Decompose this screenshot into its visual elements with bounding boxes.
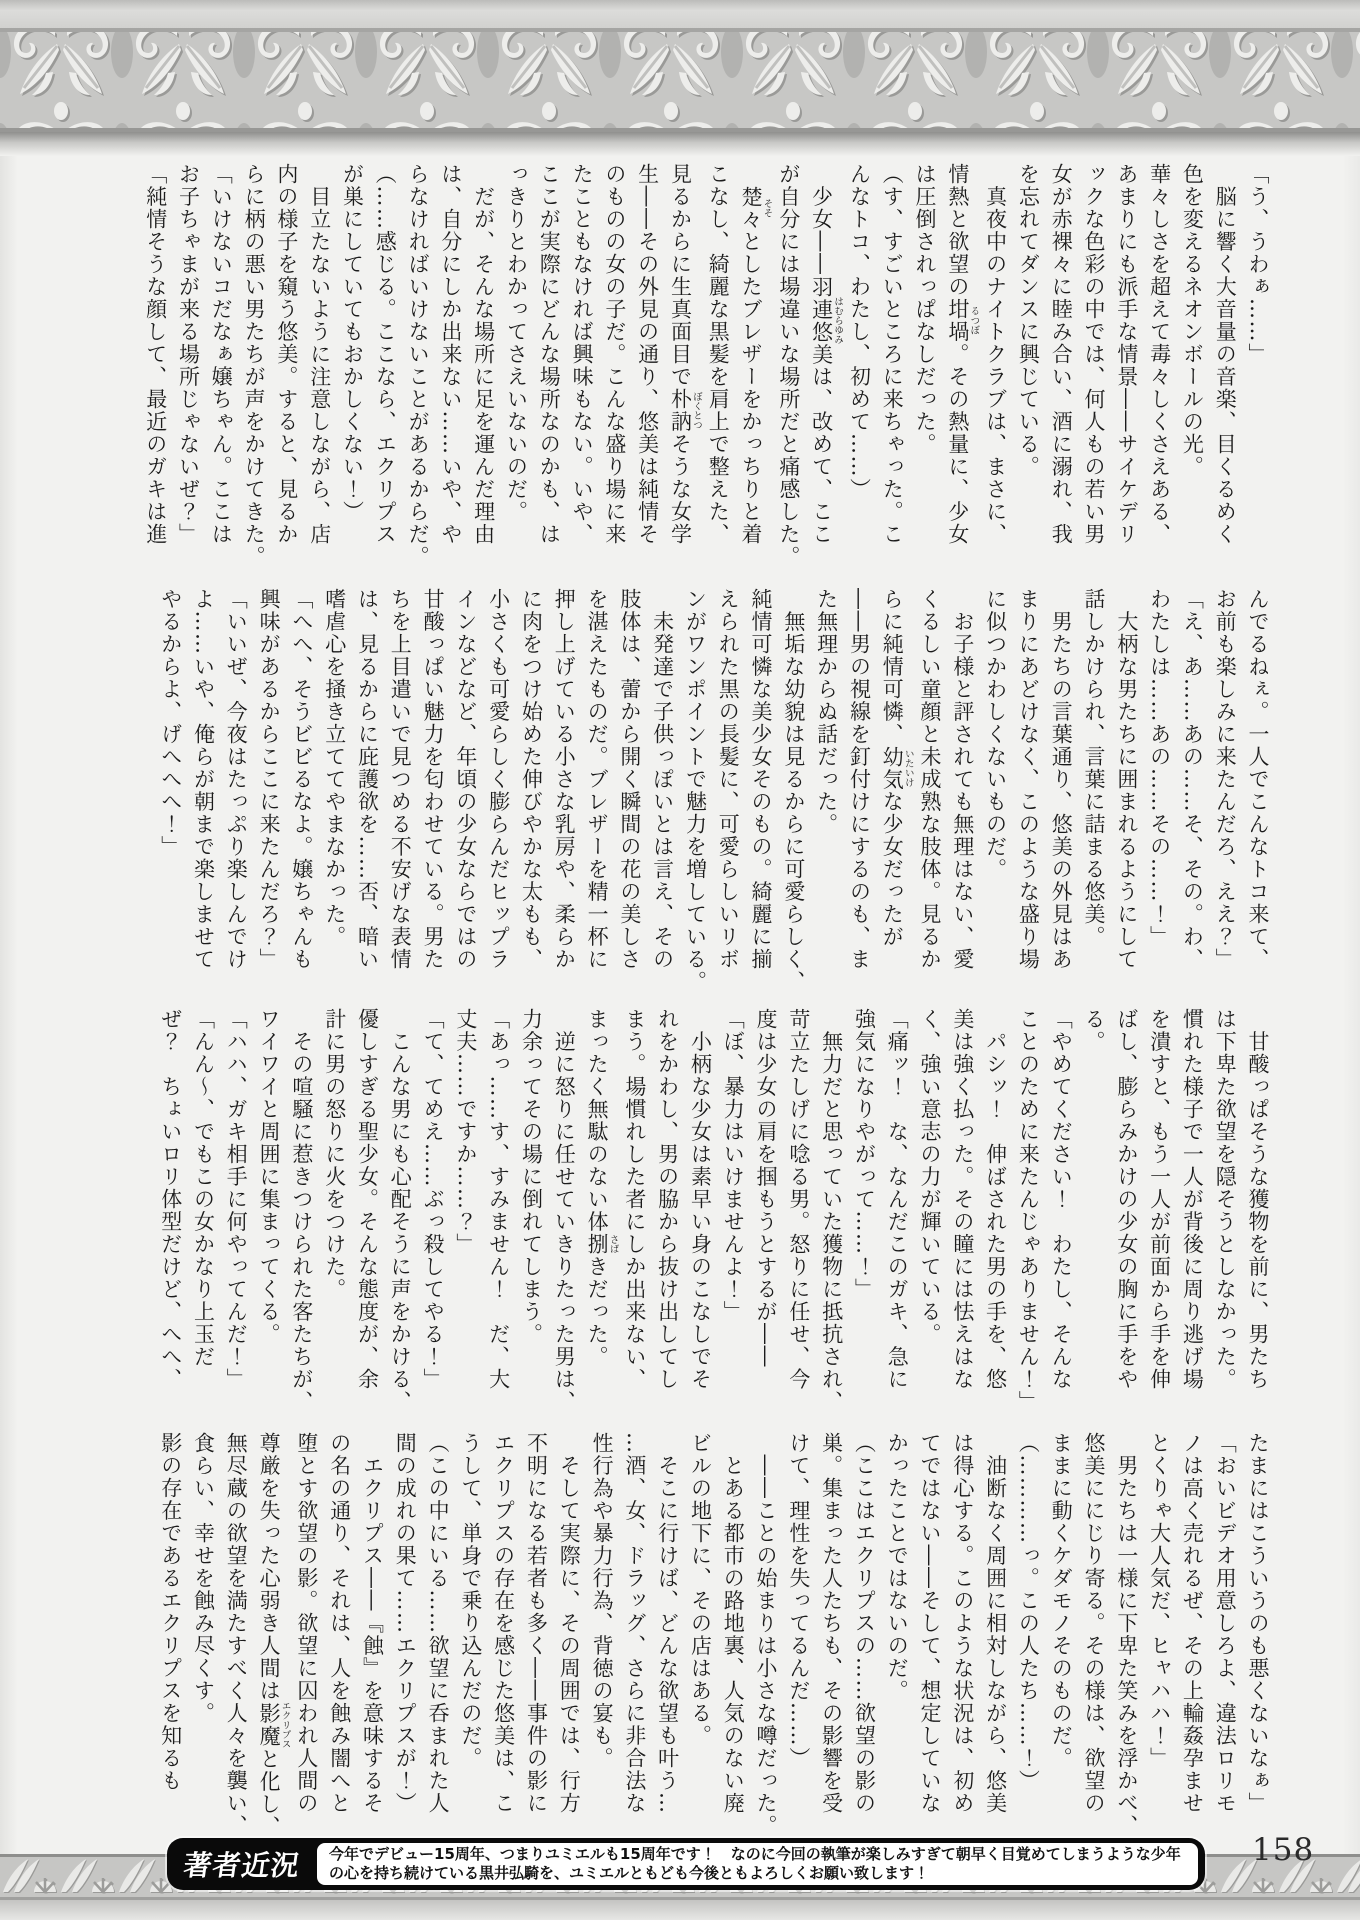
text-column: は、見るからに庇護欲を……否、暗い [355,588,380,971]
text-column: てではない――そして、想定していな [918,1432,943,1815]
text-column: ンがワンポイントで魅力を増している。 [683,588,708,993]
text-column: その喧騒に惹きつけられた客たちが、 [289,1008,314,1413]
text-column: ――男の視線を釘付けにするのも、ま [847,588,872,971]
author-note-box [167,1838,1205,1890]
text-column: 「やめてください！ わたし、そんな [1049,1008,1074,1391]
text-column: まったく無駄のない体捌さばきだった。 [585,1008,619,1368]
text-column: 強気になりやがって……！」 [852,1008,877,1301]
text-column: パシッ！ 伸ばされた男の手を、悠 [983,1008,1008,1391]
text-column: 性行為や暴力行為、背徳の宴も。 [590,1432,615,1770]
text-column: らに純情可憐、幼気いたいけな少女だったが [880,588,914,948]
novel-text-band-2 [154,588,1274,993]
text-column: ちを上目遣いで見つめる不安げな表情 [388,588,413,971]
text-column: 「純情そうな顔して、最近のガキは進 [143,163,168,546]
text-column: 生――その外見の通り、悠美は純情そ [635,163,660,546]
text-column: 脳に響く大音量の音楽、目くるめく [1213,163,1238,546]
text-column: ここが実際にどんな場所なのかも、は [537,163,562,546]
text-column: まう。場慣れした者にしか出来ない、 [622,1008,647,1391]
text-column: 優しすぎる聖少女。そんな態度が、余 [355,1008,380,1391]
text-column: えられた黒の長髪に、可愛らしいリボ [716,588,741,971]
text-column: た無理からぬ話だった。 [814,588,839,836]
text-column: 影の存在であるエクリプスを知るも [158,1432,183,1792]
text-column: 悠美ににじり寄る。その様は、欲望の [1082,1432,1107,1815]
novel-text-band-3 [154,1008,1274,1413]
text-column: 油断なく周囲に相対しながら、悠美 [983,1432,1008,1815]
text-column: が自分には場違いな場所だと痛感した。 [776,163,801,568]
text-column: 男たちは一様に下卑た笑みを浮かべ、 [1114,1432,1139,1837]
text-column: ノは高く売れるぜ、その上輪姦孕ませ [1180,1432,1205,1815]
text-column: らに柄の悪い男たちが声をかけてきた。 [242,163,267,568]
text-column: 女が赤裸々に睦み合い、酒に溺れ、我 [1049,163,1074,546]
text-column: 嗜虐心を掻き立ててやまなかった。 [322,588,347,948]
text-column: を湛えたものだ。ブレザーを精一杯に [585,588,610,971]
text-column: （……感じる。ここなら、エクリプス [373,163,398,546]
top-ornament-border [0,0,1360,156]
text-column: ックな色彩の中では、何人もの若い男 [1082,163,1107,546]
text-column: たこともなければ興味もない。いや、 [570,163,595,546]
text-column: 目立たないように注意しながら、店 [307,163,332,546]
text-column: 無垢な幼貌は見るからに可愛らしく、 [781,588,806,993]
text-column: お子ちゃまが来る場所じゃないぜ？」 [176,163,201,546]
text-column: 無力だと思っていた獲物に抵抗され、 [819,1008,844,1413]
text-column: ビルの地下に、その店はある。 [688,1432,713,1747]
text-column: そこに行けば、どんな欲望も叶う… [655,1432,680,1815]
text-column: 情熱と欲望の坩堝るつぼ。その熱量に、少女 [945,163,980,546]
text-column: 「へへ、そうビビるなよ。嬢ちゃんも [289,588,314,971]
author-note-line-2: の心を持ち続けている黒井弘騎を、ユミエルともども今後ともよろしくお願い致します！ [329,1864,930,1882]
text-column: を忘れてダンスに興じている。 [1016,163,1041,478]
text-column: だが、そんな場所に足を運んだ理由 [471,163,496,546]
text-column: ワイワイと周囲に集まってくる。 [257,1008,282,1346]
text-column: （この中にいる……欲望に呑まれた人 [426,1432,451,1815]
text-column: 美は強く払った。その瞳には怯えはな [950,1008,975,1391]
text-column: こんな男にも心配そうに声をかける、 [388,1008,413,1413]
text-column: 食らい、幸せを蝕み尽くす。 [191,1432,216,1725]
text-column: に肉をつけ始めた伸びやかな太もも、 [519,588,544,971]
text-column: 「あっ……す、すみません！ だ、大 [486,1008,511,1391]
text-column: 華々しさを超えて毒々しくさえある、 [1147,163,1172,546]
text-column: （ここはエクリプスの……欲望の影の [852,1432,877,1815]
text-column: 「いけないコだなぁ嬢ちゃん。ここは [209,163,234,546]
page-number: 158 [1252,1832,1315,1868]
text-column: 不明になる若者も多く――事件の影に [524,1432,549,1815]
text-column: のものの女の子だ。こんな盛り場に来 [602,163,627,546]
text-column: やるからよ、げへへへ！」 [158,588,183,858]
text-column: 「痛ッ！ な、なんだこのガキ、急に [885,1008,910,1391]
text-column: ぜ？ ちょいロリ体型だけど、へへ、 [158,1008,183,1391]
text-column: 力余ってその場に倒れてしまう。 [519,1008,544,1346]
text-column: エクリプスの存在を感じた悠美は、こ [491,1432,516,1815]
text-column: こなし、綺麗な黒髪を肩上で整えた、 [706,163,731,546]
text-column: あまりにも派手な情景――サイケデリ [1114,163,1139,546]
text-column: 楚々そそとしたブレザーをかっちりと着 [739,185,773,546]
text-column: 大柄な男たちに囲まれるようにして [1114,588,1139,971]
text-column: を潰すと、もう一人が前面から手を伸 [1147,1008,1172,1391]
text-column: 未発達で子供っぽいとは言え、その [650,588,675,971]
author-note-text [317,1843,1198,1885]
author-note-line-1: 今年でデビュー15周年、つまりユミエルも15周年です！ なのに今回の執筆が楽しみすぎて朝早く目覚めてしまうような少年 [329,1845,1181,1863]
text-column: 尊厳を失った心弱き人間は影魔エクリプスと化し、 [257,1432,291,1839]
text-column: っきりとわかってさえいないのだ。 [504,163,529,523]
text-column: たまにはこういうのも悪くないなぁ」 [1246,1432,1270,1815]
text-column: んなトコ、わたし、初めて……） [847,163,872,501]
text-column: かったことではないのだ。 [885,1432,910,1702]
text-column: そして実際に、その周囲では、行方 [557,1432,582,1815]
text-column: エクリプス――『蝕』を意味するそ [360,1432,385,1815]
text-column: 少女――羽連悠美はむらゆみは、改めて、ここ [809,163,844,546]
text-column: よ……いや、俺らが朝まで楽しませて [191,588,216,971]
text-column: 慣れた様子で一人が背後に周り逃げ場 [1180,1008,1205,1391]
author-note-label: 著者近況 [181,1849,303,1882]
text-column: まりにあどけなく、このような盛り場 [1016,588,1041,971]
text-column: 「う、うわぁ……」 [1246,163,1270,366]
text-column: 小柄な少女は素早い身のこなしでそ [688,1008,713,1391]
text-column: に似つかわしくないものだ。 [983,588,1008,881]
text-column: る。 [1082,1008,1107,1053]
text-column: は得心する。このような状況は、初め [950,1432,975,1815]
text-column: （す、すごいところに来ちゃった。こ [880,163,905,546]
text-column: ままに動くケダモノそのものだ。 [1049,1432,1074,1770]
text-column: …酒、女、ドラッグ、さらに非合法な [622,1432,647,1815]
text-column: 逆に怒りに任せていきりたった男は、 [552,1008,577,1413]
text-column: うして、単身で乗り込んだのだ。 [458,1432,483,1770]
text-column: 小さくも可愛らしく膨らんだヒップラ [486,588,511,971]
text-column: んでるねぇ。一人でこんなトコ来て、 [1246,588,1270,971]
text-column: とある都市の路地裏、人気のない廃 [721,1432,746,1815]
text-column: の名の通り、それは、人を蝕み闇へと [327,1432,352,1815]
text-column: ばし、膨らみかけの少女の胸に手をや [1114,1008,1139,1391]
novel-text-band-1 [143,163,1274,568]
text-column: 話しかけられ、言葉に詰まる悠美。 [1082,588,1107,948]
text-column: は、自分にしか出来ない……いや、や [438,163,463,546]
text-column: 「ぼ、暴力はいけませんよ！」 [721,1008,746,1323]
novel-text-band-4 [154,1432,1274,1839]
text-column: 甘酸っぱそうな獲物を前に、男たち [1246,1008,1270,1391]
text-column: 「ハハ、ガキ相手に何やってんだ！」 [224,1008,249,1391]
text-column: わたしは……あの……その……！」 [1147,588,1172,948]
text-column: 無尽蔵の欲望を満たすべく人々を襲い、 [224,1432,249,1837]
text-column: インなどなど、年頃の少女ならではの [453,588,478,971]
text-column: 押し上げている小さな乳房や、柔らか [552,588,577,971]
text-column: は下卑た欲望を隠そうとしなかった。 [1213,1008,1238,1391]
text-column: く、強い意志の力が輝いている。 [918,1008,943,1346]
text-column: 純情可憐な美少女そのもの。綺麗に揃 [749,588,774,971]
text-column: 苛立たしげに唸る男。怒りに任せ、今 [786,1008,811,1391]
text-column: 巣。集まった人たちも、その影響を受 [819,1432,844,1815]
text-column: 「いいぜ、今夜はたっぷり楽しんでけ [224,588,249,971]
text-column: が巣にしていてもおかしくない！） [340,163,365,523]
text-column: くるしい童顔と未成熟な肢体。見るか [918,588,943,971]
text-column: 甘酸っぱい魅力を匂わせている。男た [421,588,446,971]
text-column: お子様と評されても無理はない、愛 [950,588,975,971]
text-column: 間の成れの果て……エクリプスが！） [393,1432,418,1815]
text-column: （…………っ。この人たち……！） [1016,1432,1041,1792]
text-column: 興味があるからここに来たんだろ？」 [257,588,282,971]
text-column: は圧倒されっぱなしだった。 [913,163,938,456]
text-column: れをかわし、男の脇から抜け出してし [655,1008,680,1391]
text-column: 内の様子を窺う悠美。すると、見るか [274,163,299,546]
text-column: 「て、てめえ……ぶっ殺してやる！」 [421,1008,446,1391]
text-column: 肢体は、蕾から開く瞬間の花の美しさ [617,588,642,971]
text-column: ことのために来たんじゃありません！」 [1016,1008,1041,1413]
text-column: けて、理性を失ってるんだ……） [786,1432,811,1770]
text-column: 「え、あ……あの……そ、その。わ、 [1180,588,1205,971]
text-column: 度は少女の肩を掴もうとするが―― [754,1008,779,1368]
text-column: 色を変えるネオンボールの光。 [1180,163,1205,478]
text-column: ――ことの始まりは小さな噂だった。 [754,1432,779,1837]
text-column: お前も楽しみに来たんだろ、ええ？」 [1213,588,1238,971]
text-column: 見るからに生真面目で朴訥ぼくとつそうな女学 [668,163,702,546]
text-column: 計に男の怒りに火をつけた。 [322,1008,347,1301]
text-column: 堕とす欲望の影。欲望に囚われ人間の [294,1432,319,1815]
text-column: 「おいビデオ用意しろよ、違法ロリモ [1213,1432,1238,1815]
text-column: 真夜中のナイトクラブは、まさに、 [983,163,1008,546]
text-column: 男たちの言葉通り、悠美の外見はあ [1049,588,1074,971]
text-column: 「んん～、でもこの女かなり上玉だ [191,1008,216,1368]
text-column: 丈夫……ですか……？」 [453,1008,478,1256]
text-column: らなければいけないことがあるからだ。 [406,163,431,568]
text-column: とくりゃ大人気だ、ヒャハハ！」 [1147,1432,1172,1770]
